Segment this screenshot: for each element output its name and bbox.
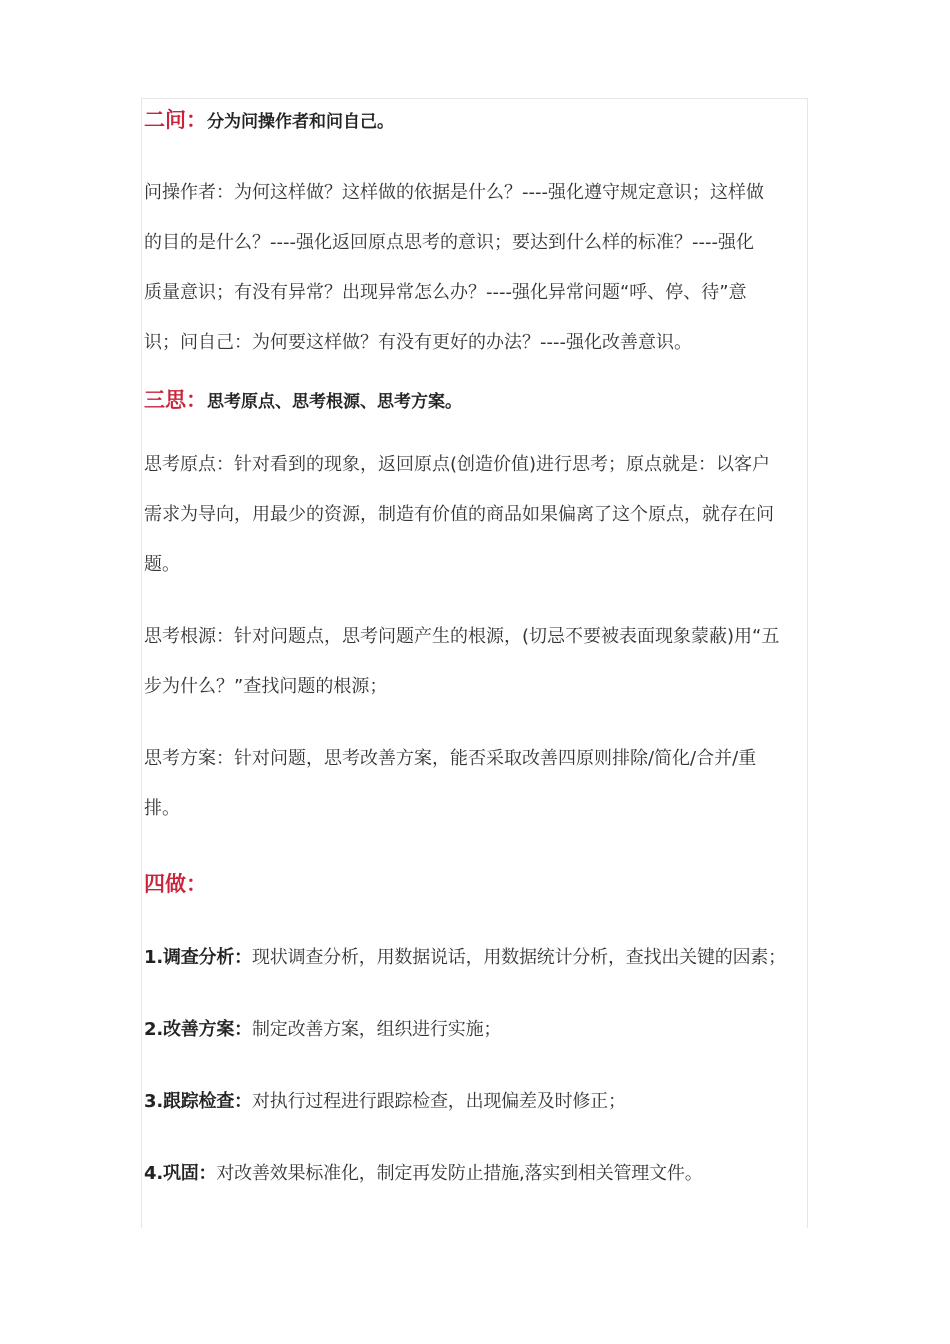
text-line: 题。: [144, 554, 180, 575]
step-label: 2.改善方案：: [144, 1019, 252, 1040]
section-heading-wen: [144, 100, 808, 140]
section-title-wen: 二问：: [144, 108, 207, 132]
step-item: [144, 1010, 808, 1050]
step-text: 制定改善方案，组织进行实施；: [251, 1019, 502, 1040]
step-item: [144, 938, 808, 978]
text-line: 的目的是什么？----强化返回原点思考的意识；要达到什么样的标准？----强化: [144, 232, 754, 253]
paragraph-si-genyuan: [144, 612, 808, 712]
step-label: 4.巩固：: [144, 1163, 217, 1184]
section-title-si: 三思：: [144, 388, 207, 412]
section-subtitle-wen: 分为问操作者和问自己。: [207, 112, 394, 132]
section-heading-zuo: [144, 864, 808, 904]
text-line: 问操作者：为何这样做？这样做的依据是什么？----强化遵守规定意识；这样做: [144, 182, 764, 203]
text-line: 识；问自己：为何要这样做？有没有更好的办法？----强化改善意识。: [144, 332, 692, 353]
section-subtitle-si: 思考原点、思考根源、思考方案。: [207, 392, 462, 412]
step-label: 1.调查分析：: [144, 947, 252, 968]
text-line: 思考方案：针对问题，思考改善方案，能否采取改善四原则排除/简化/合并/重: [144, 748, 757, 769]
step-item: [144, 1154, 808, 1194]
step-label: 3.跟踪检查：: [144, 1091, 252, 1112]
step-item: [144, 1082, 808, 1122]
document-content: [144, 100, 808, 1194]
text-line: 思考根源：针对问题点，思考问题产生的根源，(切忌不要被表面现象蒙蔽)用“五: [144, 626, 780, 647]
section-title-zuo: 四做：: [144, 872, 207, 896]
text-line: 排。: [144, 798, 180, 819]
step-text: 对改善效果标准化，制定再发防止措施,落实到相关管理文件。: [216, 1163, 703, 1184]
section-heading-si: [144, 380, 808, 420]
text-line: 思考原点：针对看到的现象，返回原点(创造价值)进行思考；原点就是：以客户: [144, 454, 771, 475]
text-line: 需求为导向，用最少的资源，制造有价值的商品如果偏离了这个原点，就存在问: [144, 504, 774, 525]
text-line: 质量意识；有没有异常？出现异常怎么办？----强化异常问题“呼、停、待”意: [144, 282, 747, 303]
step-text: 现状调查分析，用数据说话，用数据统计分析，查找出关键的因素；: [251, 947, 786, 968]
step-text: 对执行过程进行跟踪检查，出现偏差及时修正；: [251, 1091, 626, 1112]
text-line: 步为什么？”查找问题的根源；: [144, 676, 388, 697]
paragraph-wen: [144, 168, 808, 368]
paragraph-si-fangan: [144, 734, 808, 834]
paragraph-si-yuandian: [144, 440, 808, 590]
